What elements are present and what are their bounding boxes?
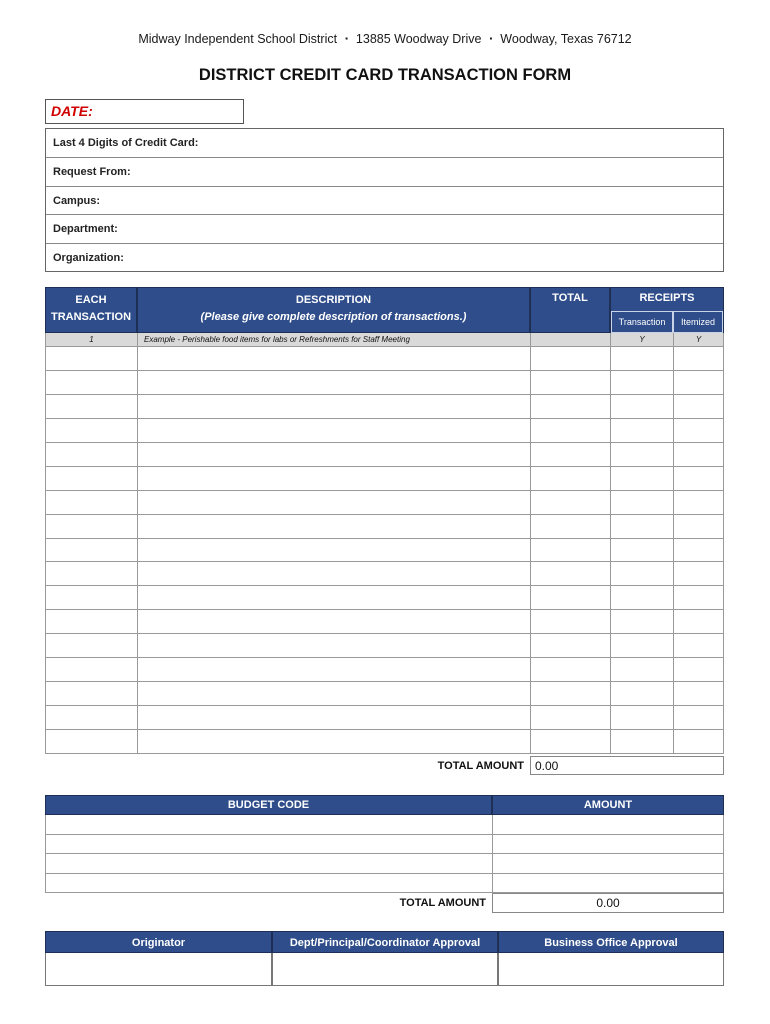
department-field[interactable]: Department: — [46, 215, 723, 244]
transaction-number-cell[interactable] — [45, 730, 137, 753]
district-header — [0, 32, 770, 46]
receipt-itemized-cell[interactable] — [673, 706, 724, 729]
col-header-total: TOTAL — [530, 287, 610, 333]
receipt-itemized-cell[interactable] — [673, 419, 724, 442]
transaction-description-cell[interactable] — [137, 515, 530, 538]
transaction-number-cell[interactable] — [45, 347, 137, 370]
transaction-total-cell[interactable] — [530, 658, 610, 681]
receipt-transaction-cell[interactable] — [610, 515, 673, 538]
receipt-itemized-cell[interactable] — [673, 634, 724, 657]
receipt-itemized-cell[interactable] — [673, 515, 724, 538]
transaction-total-cell[interactable] — [530, 443, 610, 466]
campus-field[interactable]: Campus: — [46, 187, 723, 216]
transaction-row — [45, 658, 724, 682]
card-digits-field[interactable]: Last 4 Digits of Credit Card: — [46, 129, 723, 158]
receipt-itemized-cell[interactable] — [673, 491, 724, 514]
transaction-total-cell[interactable] — [530, 419, 610, 442]
budget-table — [45, 815, 724, 893]
transaction-total-cell[interactable] — [530, 706, 610, 729]
col-header-receipt-transaction: Transaction — [611, 311, 673, 333]
transaction-row — [45, 634, 724, 658]
col-header-each-transaction — [45, 287, 137, 333]
transaction-total-cell[interactable] — [530, 491, 610, 514]
budget-total-value: 0.00 — [492, 893, 724, 913]
budget-amount-cell[interactable] — [492, 815, 724, 834]
date-label: DATE: — [51, 103, 93, 119]
business-approval-signature-field[interactable] — [498, 953, 724, 986]
transaction-number-cell[interactable] — [45, 562, 137, 585]
transaction-description-cell[interactable] — [137, 730, 530, 753]
example-total — [530, 333, 610, 346]
separator-icon: ▪ — [345, 34, 348, 43]
receipt-itemized-cell[interactable] — [673, 586, 724, 609]
example-number: 1 — [45, 333, 137, 346]
transaction-number-cell[interactable] — [45, 443, 137, 466]
transaction-number-cell[interactable] — [45, 419, 137, 442]
description-label: DESCRIPTION — [295, 294, 372, 306]
budget-amount-cell[interactable] — [492, 874, 724, 893]
transaction-table — [45, 333, 724, 754]
transaction-number-cell[interactable] — [45, 515, 137, 538]
budget-row — [45, 835, 724, 855]
transaction-total-cell[interactable] — [530, 634, 610, 657]
col-header-description — [137, 287, 530, 333]
transactions-total-value: 0.00 — [530, 756, 724, 775]
transaction-description-cell[interactable] — [137, 706, 530, 729]
receipt-transaction-cell[interactable] — [610, 658, 673, 681]
budget-row — [45, 815, 724, 835]
receipt-transaction-cell[interactable] — [610, 419, 673, 442]
transaction-description-cell[interactable] — [137, 634, 530, 657]
transaction-row — [45, 395, 724, 419]
col-header-amount: AMOUNT — [492, 795, 724, 815]
transaction-total-cell[interactable] — [530, 371, 610, 394]
budget-code-cell[interactable] — [45, 874, 492, 893]
transaction-description-cell[interactable] — [137, 395, 530, 418]
budget-row — [45, 874, 724, 894]
transaction-description-cell[interactable] — [137, 610, 530, 633]
transaction-description-cell[interactable] — [137, 562, 530, 585]
transaction-row — [45, 443, 724, 467]
transaction-total-cell[interactable] — [530, 467, 610, 490]
receipt-itemized-cell[interactable] — [673, 539, 724, 562]
budget-code-cell[interactable] — [45, 835, 492, 854]
receipt-transaction-cell[interactable] — [610, 634, 673, 657]
transaction-total-cell[interactable] — [530, 395, 610, 418]
originator-signature-field[interactable] — [45, 953, 272, 986]
transaction-number-cell[interactable] — [45, 491, 137, 514]
budget-row — [45, 854, 724, 874]
dept-approval-signature-field[interactable] — [272, 953, 498, 986]
transaction-row — [45, 586, 724, 610]
col-header-dept-approval: Dept/Principal/Coordinator Approval — [272, 931, 498, 953]
district-name: Midway Independent School District — [138, 32, 338, 46]
receipt-transaction-cell[interactable] — [610, 562, 673, 585]
receipt-transaction-cell[interactable] — [610, 347, 673, 370]
receipt-transaction-cell[interactable] — [610, 491, 673, 514]
transaction-total-cell[interactable] — [530, 562, 610, 585]
budget-amount-cell[interactable] — [492, 835, 724, 854]
organization-field[interactable]: Organization: — [53, 252, 124, 265]
transaction-description-cell[interactable] — [137, 658, 530, 681]
transaction-row — [45, 730, 724, 754]
col-header-budget-code: BUDGET CODE — [45, 795, 492, 815]
transaction-row — [45, 491, 724, 515]
transaction-description-cell[interactable] — [137, 443, 530, 466]
example-description: Example - Perishable food items for labs or Refreshments for Staff Meeting — [137, 333, 530, 346]
each-label: EACH — [75, 294, 107, 306]
receipt-itemized-cell[interactable] — [673, 347, 724, 370]
transaction-number-cell[interactable] — [45, 395, 137, 418]
transaction-row — [45, 539, 724, 563]
receipt-transaction-cell[interactable] — [610, 586, 673, 609]
receipts-label: RECEIPTS — [639, 292, 695, 304]
transaction-description-cell[interactable] — [137, 539, 530, 562]
transaction-number-cell[interactable] — [45, 586, 137, 609]
transaction-row — [45, 682, 724, 706]
transaction-row — [45, 347, 724, 371]
description-sublabel: (Please give complete description of transactions.) — [200, 311, 467, 323]
transaction-total-cell[interactable] — [530, 347, 610, 370]
receipt-itemized-cell[interactable] — [673, 610, 724, 633]
transaction-total-cell[interactable] — [530, 730, 610, 753]
transaction-row — [45, 706, 724, 730]
receipt-transaction-cell[interactable] — [610, 706, 673, 729]
transaction-row — [45, 419, 724, 443]
budget-code-cell[interactable] — [45, 854, 492, 873]
transaction-description-cell[interactable] — [137, 419, 530, 442]
transaction-number-cell[interactable] — [45, 539, 137, 562]
transaction-number-cell[interactable] — [45, 467, 137, 490]
transaction-total-cell[interactable] — [530, 515, 610, 538]
budget-total-label: TOTAL AMOUNT — [399, 897, 486, 909]
receipt-transaction-cell[interactable] — [610, 371, 673, 394]
transaction-row — [45, 562, 724, 586]
receipt-transaction-cell[interactable] — [610, 443, 673, 466]
receipt-itemized-cell[interactable] — [673, 682, 724, 705]
receipt-itemized-cell[interactable] — [673, 371, 724, 394]
transaction-number-cell[interactable] — [45, 610, 137, 633]
receipt-transaction-cell[interactable] — [610, 610, 673, 633]
budget-code-cell[interactable] — [45, 815, 492, 834]
transaction-number-cell[interactable] — [45, 634, 137, 657]
receipt-itemized-cell[interactable] — [673, 730, 724, 753]
request-from-field[interactable]: Request From: — [46, 158, 723, 187]
transaction-row — [45, 515, 724, 539]
col-header-business-approval: Business Office Approval — [498, 931, 724, 953]
receipt-itemized-cell[interactable] — [673, 658, 724, 681]
transaction-description-cell[interactable] — [137, 371, 530, 394]
budget-amount-cell[interactable] — [492, 854, 724, 873]
transaction-description-cell[interactable] — [137, 347, 530, 370]
example-receipt-transaction: Y — [610, 333, 673, 346]
receipt-itemized-cell[interactable] — [673, 443, 724, 466]
receipt-transaction-cell[interactable] — [610, 730, 673, 753]
receipt-transaction-cell[interactable] — [610, 395, 673, 418]
separator-icon: ▪ — [489, 34, 493, 43]
info-table — [45, 128, 724, 272]
transaction-number-cell[interactable] — [45, 682, 137, 705]
transaction-total-cell[interactable] — [530, 682, 610, 705]
form-title: DISTRICT CREDIT CARD TRANSACTION FORM — [198, 66, 572, 84]
district-city: Woodway, Texas 76712 — [500, 32, 632, 46]
receipt-transaction-cell[interactable] — [610, 682, 673, 705]
transaction-total-cell[interactable] — [530, 586, 610, 609]
transaction-number-cell[interactable] — [45, 706, 137, 729]
example-row — [45, 333, 724, 347]
transaction-total-cell[interactable] — [530, 610, 610, 633]
receipt-transaction-cell[interactable] — [610, 467, 673, 490]
transaction-number-cell[interactable] — [45, 658, 137, 681]
receipt-itemized-cell[interactable] — [673, 395, 724, 418]
receipt-transaction-cell[interactable] — [610, 539, 673, 562]
transaction-description-cell[interactable] — [137, 491, 530, 514]
transactions-total-label: TOTAL AMOUNT — [437, 760, 524, 772]
date-field[interactable] — [45, 99, 244, 124]
example-receipt-itemized: Y — [673, 333, 724, 346]
transaction-number-cell[interactable] — [45, 371, 137, 394]
transaction-description-cell[interactable] — [137, 467, 530, 490]
transaction-description-cell[interactable] — [137, 682, 530, 705]
district-address: 13885 Woodway Drive — [355, 32, 482, 46]
transaction-row — [45, 371, 724, 395]
transaction-total-cell[interactable] — [530, 539, 610, 562]
transaction-row — [45, 467, 724, 491]
receipt-itemized-cell[interactable] — [673, 467, 724, 490]
col-header-originator: Originator — [45, 931, 272, 953]
transaction-description-cell[interactable] — [137, 586, 530, 609]
transaction-label: TRANSACTION — [50, 311, 132, 323]
receipt-itemized-cell[interactable] — [673, 562, 724, 585]
transaction-row — [45, 610, 724, 634]
col-header-receipt-itemized: Itemized — [673, 311, 723, 333]
